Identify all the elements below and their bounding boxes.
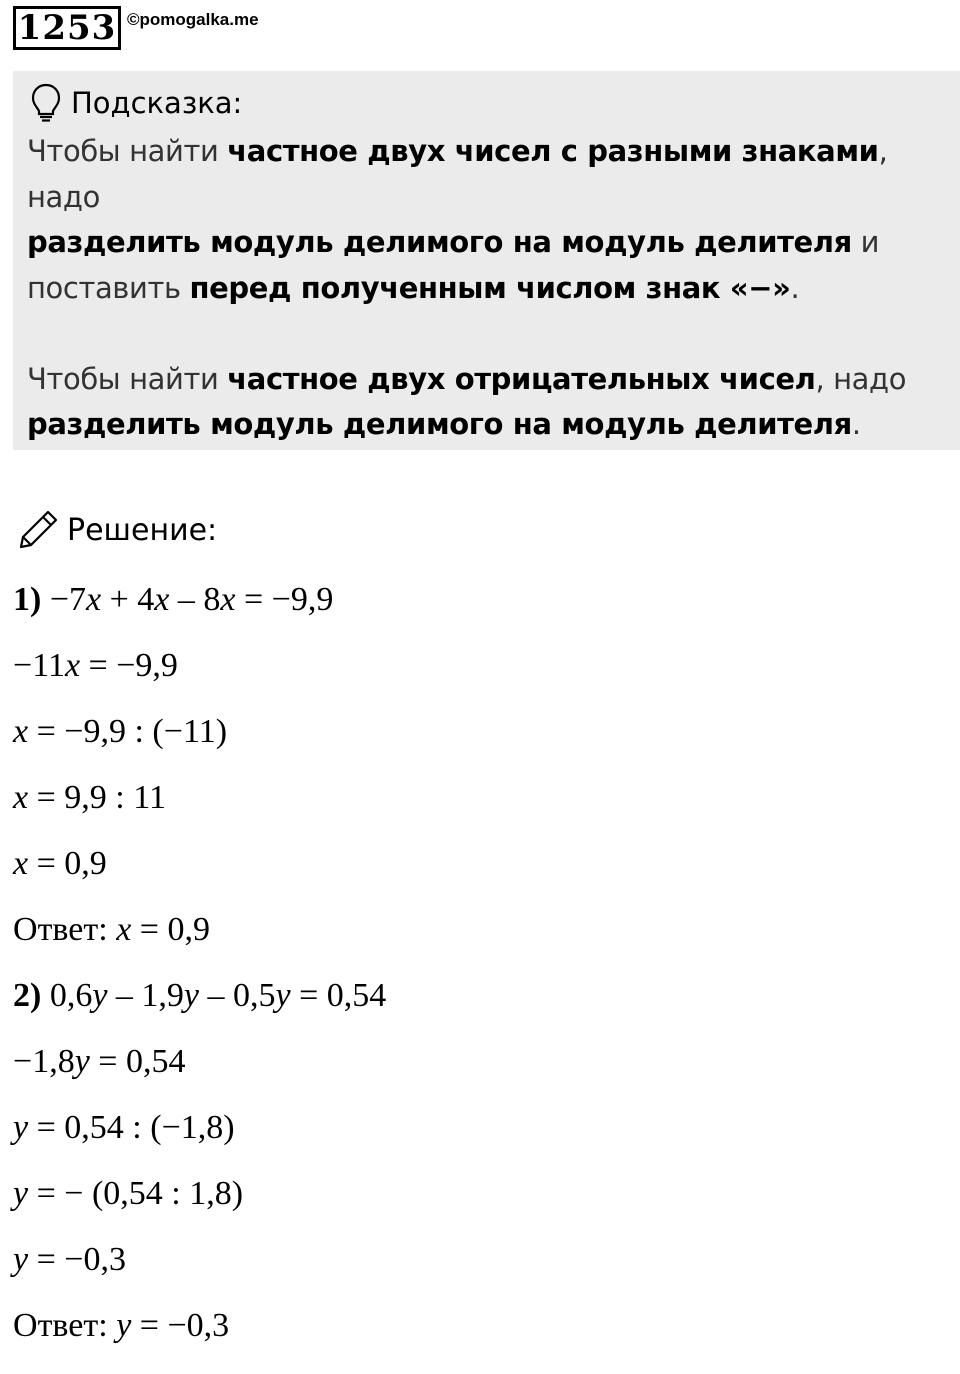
solution-title: Решение:	[67, 512, 218, 548]
brand-watermark: ©pomogalka.me	[127, 10, 259, 29]
solution-line: y = − (0,54 : 1,8)	[13, 1175, 244, 1212]
solution-line: y = 0,54 : (−1,8)	[13, 1109, 235, 1146]
hint-title: Подсказка:	[71, 86, 243, 120]
solution-line: −11x = −9,9	[13, 647, 178, 684]
solution-line: −1,8y = 0,54	[13, 1043, 186, 1080]
hint-box	[13, 71, 960, 450]
pencil-icon	[17, 509, 59, 551]
problem-number: 1253	[13, 6, 121, 50]
hint-heading	[27, 77, 960, 129]
hint-paragraph-2: Чтобы найти частное двух отрицательных чисел, надо разделить модуль делимого на модуль делителя.	[27, 361, 907, 441]
solution-line: y = −0,3	[13, 1241, 126, 1278]
solution-line: x = −9,9 : (−11)	[13, 713, 228, 750]
solution-line: 1) −7x + 4x – 8x = −9,9	[13, 581, 334, 618]
answer-line: Ответ: y = −0,3	[13, 1307, 230, 1344]
answer-line: Ответ: x = 0,9	[13, 911, 210, 948]
solution-lines	[13, 575, 933, 1367]
lightbulb-icon	[31, 83, 61, 123]
hint-paragraph-1: Чтобы найти частное двух чисел с разными знаками, надо разделить модуль делимого на модуль делителя и поставить перед полученным числом знак «−».	[27, 134, 888, 305]
solution-heading	[17, 505, 217, 555]
solution-line: x = 9,9 : 11	[13, 779, 166, 816]
solution-line: x = 0,9	[13, 845, 107, 882]
solution-line: 2) 0,6y – 1,9y – 0,5y = 0,54	[13, 977, 387, 1014]
